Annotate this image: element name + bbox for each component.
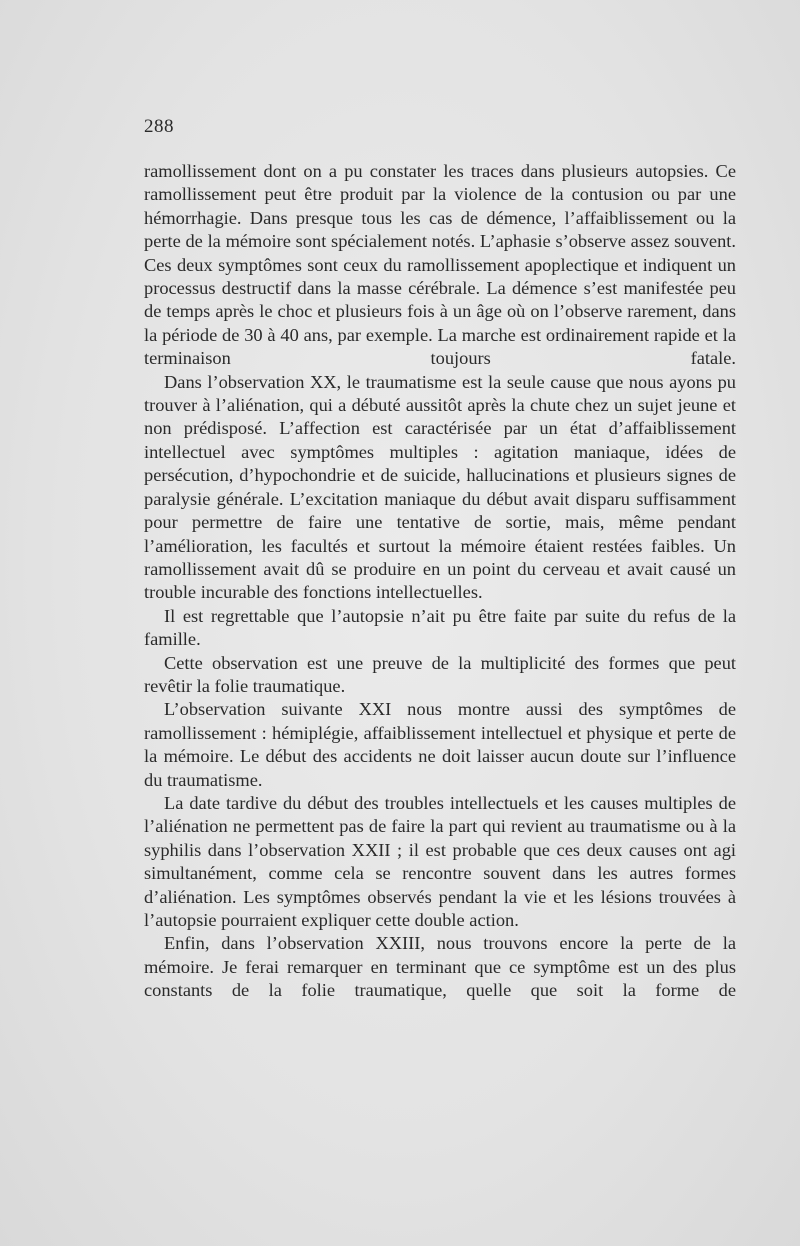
paragraph-5: L’observation suivante XXI nous montre aussi des symptômes de ramollissement : hémiplégie, affaiblissement intellectuel et physique et perte de la mémoire. Le début des accidents ne doit laisser aucun doute sur l’influence du traumatisme. [144, 699, 736, 790]
body-text [144, 160, 736, 1003]
paragraph-4: Cette observation est une preuve de la multiplicité des formes que peut revêtir la folie traumatique. [144, 652, 736, 696]
paragraph-7: Enfin, dans l’observation XXIII, nous trouvons encore la perte de la mémoire. Je ferai remarquer en terminant que ce symptôme est un des plus constants de la folie traumatique, quelle que soit la forme de [144, 933, 736, 1001]
paragraph-1: ramollissement dont on a pu constater les traces dans plusieurs autopsies. Ce ramollissement peut être produit par la violence de la contusion ou par une hémorrhagie. Dans presque tous les cas de démence, l’affaiblissement ou la perte de la mémoire sont spécialement notés. L’aphasie s’observe assez souvent. Ces deux symptômes sont ceux du ramollissement apoplectique et indiquent un processus destructif dans la masse cérébrale. La démence s’est manifestée peu de temps après le choc et plusieurs fois à un âge où on l’observe rarement, dans la période de 30 à 40 ans, par exemple. La marche est ordinairement rapide et la terminaison toujours fatale. [144, 161, 736, 369]
paragraph-6: La date tardive du début des troubles intellectuels et les causes multiples de l’aliénation ne permettent pas de faire la part qui revient au traumatisme ou à la syphilis dans l’observation XXII ; il est probable que ces deux causes ont agi simultanément, comme cela se rencontre souvent dans les autres formes d’aliénation. Les symptômes observés pendant la vie et les lésions trouvées à l’autopsie pourraient expliquer cette double action. [144, 792, 736, 930]
paragraph-2: Dans l’observation XX, le traumatisme est la seule cause que nous ayons pu trouver à l’aliénation, qui a débuté aussitôt après la chute chez un sujet jeune et non prédisposé. L’affection est caractérisée par un état d’affaiblissement intellectuel avec symptômes multiples : agitation maniaque, idées de persécution, d’hypochondrie et de suicide, hallucinations et plusieurs signes de paralysie générale. L’excitation maniaque du début avait disparu suffisamment pour permettre de faire une tentative de sortie, mais, même pendant l’amélioration, les facultés et surtout la mémoire étaient restées faibles. Un ramollissement avait dû se produire en un point du cerveau et avait causé un trouble incurable des fonctions intellectuelles. [144, 371, 736, 603]
paragraph-3: Il est regrettable que l’autopsie n’ait pu être faite par suite du refus de la famille. [144, 605, 736, 650]
page-number: 288 [144, 116, 174, 137]
